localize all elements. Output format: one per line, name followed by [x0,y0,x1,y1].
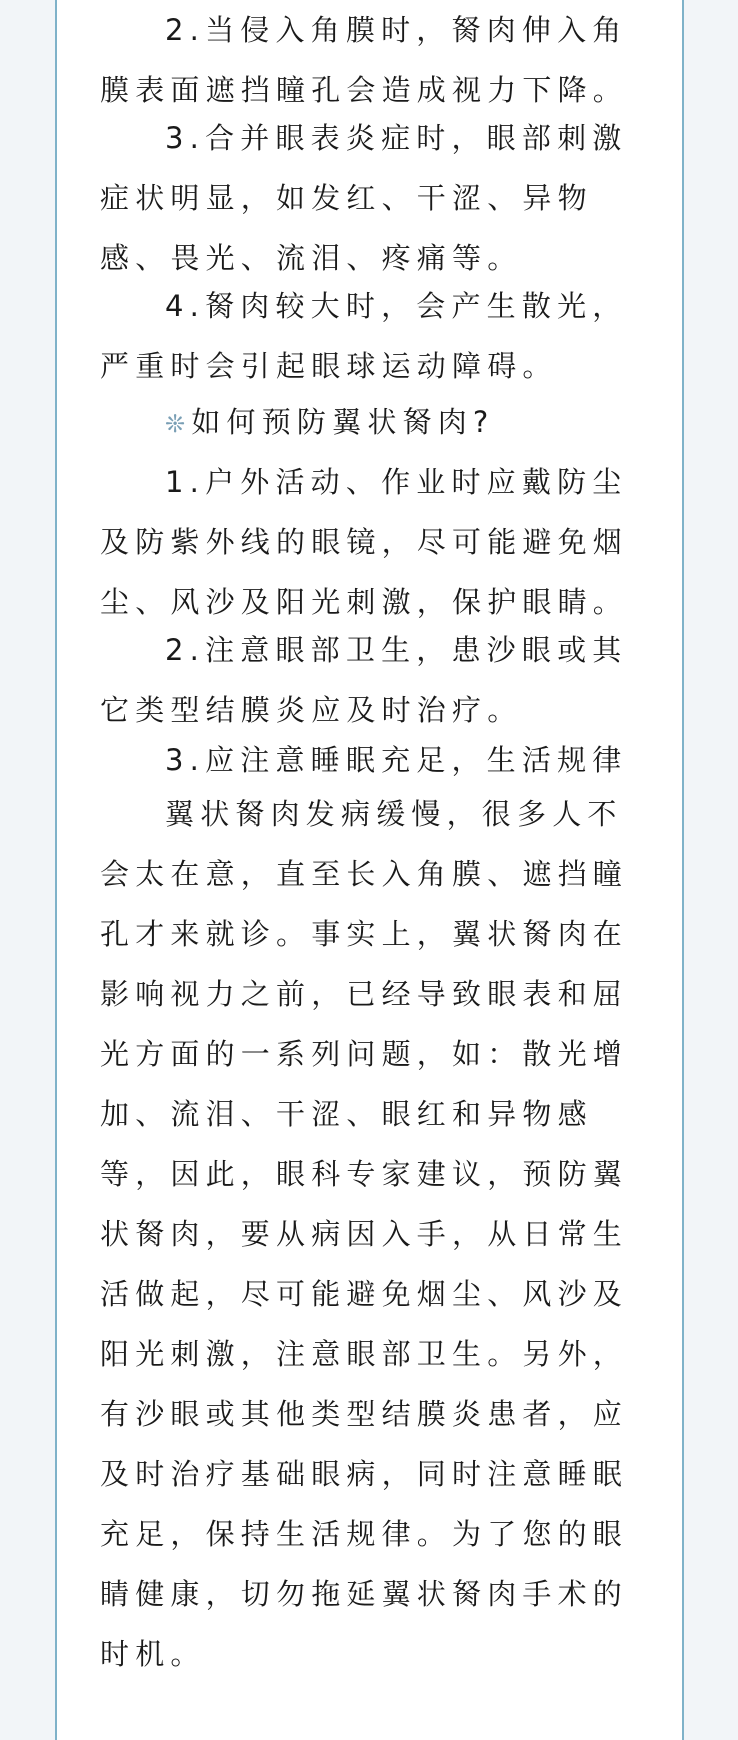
section-heading [100,392,648,452]
text-line: 翼状胬肉发病缓慢，很多人不 [165,797,623,831]
flower-icon: ❊ [165,410,192,438]
text-line: 尘、风沙及阳光刺激，保护眼睛。 [100,585,629,619]
text-line: 充足，保持生活规律。为了您的眼 [100,1517,629,1551]
text-line: 光方面的一系列问题，如：散光增 [100,1037,629,1071]
text-line: 3.合并眼表炎症时，眼部刺激 [165,121,628,155]
text-line: 膜表面遮挡瞳孔会造成视力下降。 [100,73,629,107]
text-line: 影响视力之前，已经导致眼表和屈 [100,977,629,1011]
article-sheet [55,0,684,1740]
text-line: 3.应注意睡眠充足，生活规律 [165,743,628,777]
text-line: 睛健康，切勿拖延翼状胬肉手术的 [100,1577,629,1611]
text-line: 会太在意，直至长入角膜、遮挡瞳 [100,857,629,891]
text-line: 它类型结膜炎应及时治疗。 [100,693,523,727]
text-line: 阳光刺激，注意眼部卫生。另外， [100,1337,629,1371]
text-line: 4.胬肉较大时，会产生散光， [165,289,628,323]
text-line: 有沙眼或其他类型结膜炎患者，应 [100,1397,629,1431]
text-line: 感、畏光、流泪、疼痛等。 [100,241,523,275]
text-line: 等，因此，眼科专家建议，预防翼 [100,1157,629,1191]
heading-text: 如何预防翼状胬肉? [191,405,495,439]
text-line: 及时治疗基础眼病，同时注意睡眠 [100,1457,629,1491]
text-line: 严重时会引起眼球运动障碍。 [100,349,558,383]
text-line: 2.注意眼部卫生，患沙眼或其 [165,633,628,667]
text-line: 2.当侵入角膜时，胬肉伸入角 [165,13,628,47]
text-line: 活做起，尽可能避免烟尘、风沙及 [100,1277,629,1311]
text-line: 加、流泪、干涩、眼红和异物感 [100,1097,593,1131]
text-line: 孔才来就诊。事实上，翼状胬肉在 [100,917,629,951]
text-line: 状胬肉，要从病因入手，从日常生 [100,1217,629,1251]
text-line: 1.户外活动、作业时应戴防尘 [165,465,628,499]
text-line: 及防紫外线的眼镜，尽可能避免烟 [100,525,629,559]
text-line: 时机。 [100,1637,206,1671]
text-line: 症状明显，如发红、干涩、异物 [100,181,593,215]
